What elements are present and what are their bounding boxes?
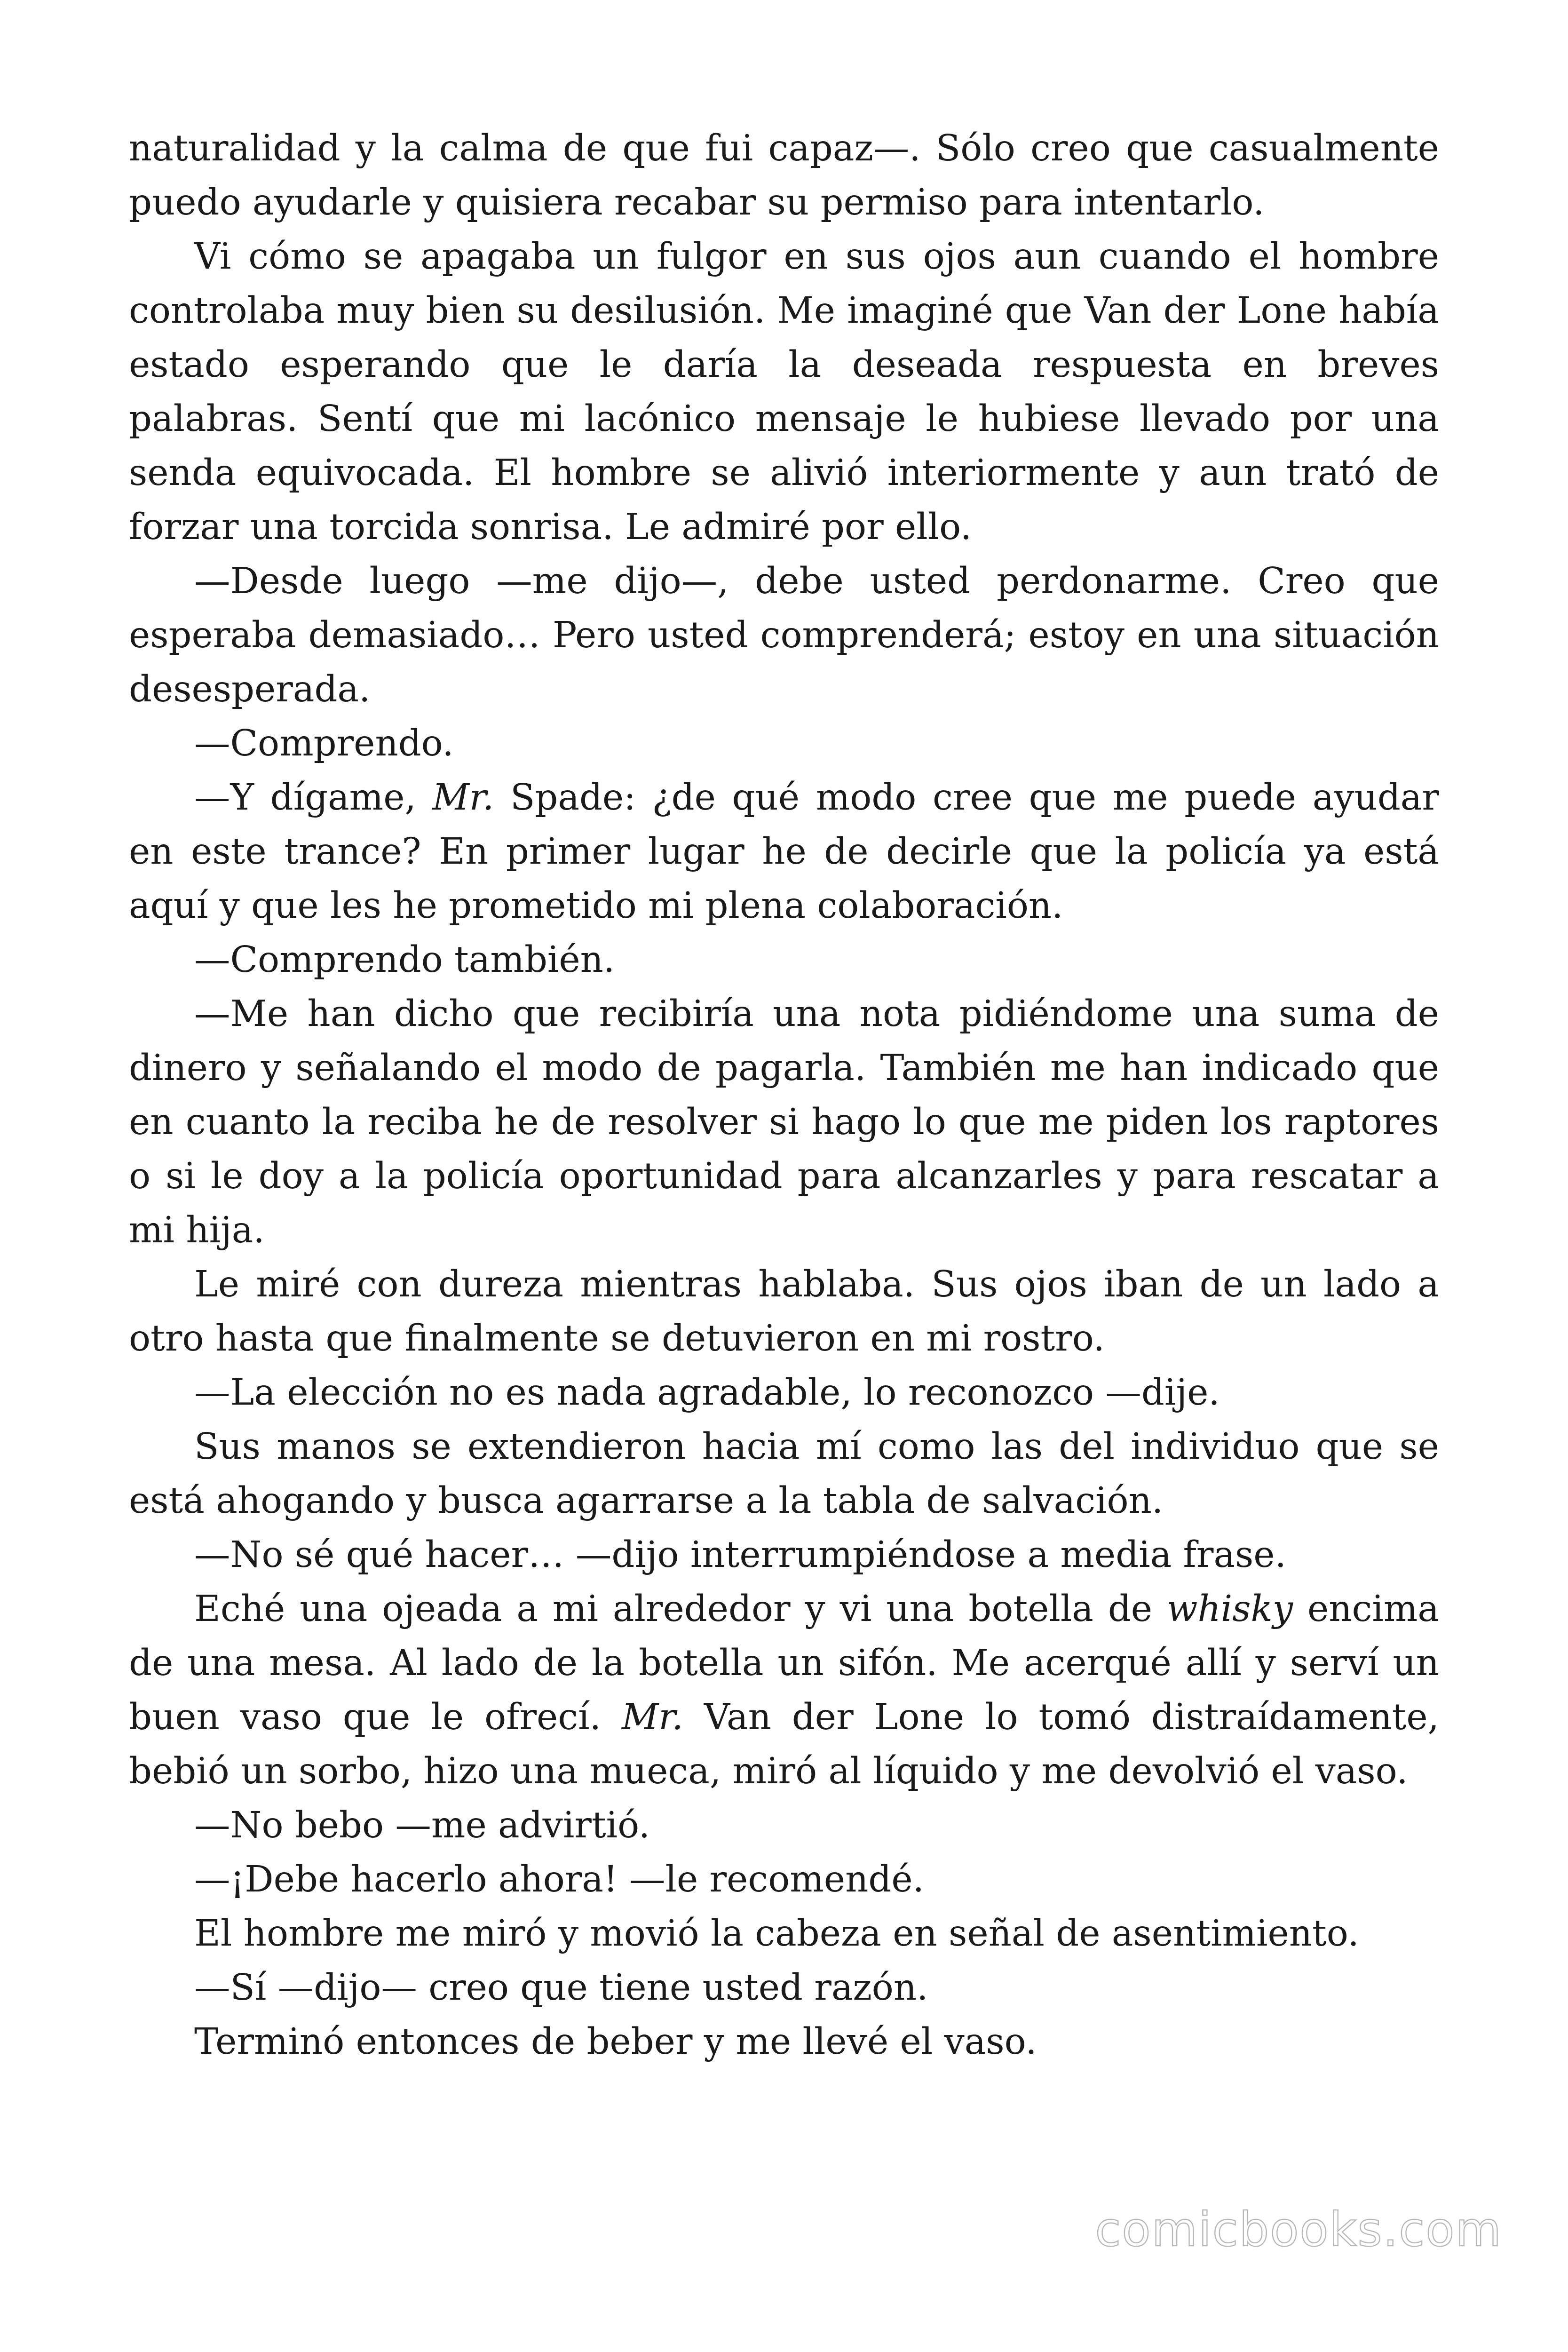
paragraph-14 — [129, 1852, 1439, 1907]
paragraph-text: —Me han dicho que recibiría una nota pidiéndome una suma de dinero y señalando el modo de pagarla. También me han indicado que en cuanto la reciba he de resolver si hago lo que me piden los raptores o si le doy a la policía oportunidad para alcanzarles y para rescatar a mi hija. — [129, 993, 1439, 1251]
paragraph-text: Vi cómo se apagaba un fulgor en sus ojos aun cuando el hombre controlaba muy bien su desilusión. Me imaginé que Van der Lone había estado esperando que le daría la deseada respuesta en breves palabras. Sentí que mi lacónico mensaje le hubiese llevado por una senda equivocada. El hombre se alivió interiormente y aun trató de forzar una torcida sonrisa. Le admiré por ello. — [129, 236, 1439, 548]
paragraph-text: Terminó entonces de beber y me llevé el vaso. — [194, 2021, 1037, 2063]
paragraph-text: —Y dígame, — [194, 777, 433, 818]
paragraph-13 — [129, 1798, 1439, 1852]
paragraph-17 — [129, 2015, 1439, 2069]
paragraph-text: Eché una ojeada a mi alrededor y vi una botella de — [194, 1588, 1167, 1630]
paragraph-text: Van der Lone lo tomó distraídamente, bebió un sorbo, hizo una mueca, miró al líquido y me devolvió el vaso. — [129, 1696, 1439, 1792]
paragraph-8 — [129, 1257, 1439, 1366]
paragraph-6 — [129, 933, 1439, 987]
paragraph-text: Spade: ¿de qué modo cree que me puede ayudar en este trance? En primer lugar he de decirle que la policía ya está aquí y que les he prometido mi plena colaboración. — [129, 777, 1439, 927]
paragraph-text: encima de una mesa. Al lado de la botella un sifón. Me acerqué allí y serví un buen vaso que le ofrecí. — [129, 1588, 1439, 1738]
paragraph-text: El hombre me miró y movió la cabeza en señal de asentimiento. — [194, 1913, 1359, 1955]
paragraph-text: Le miré con dureza mientras hablaba. Sus ojos iban de un lado a otro hasta que finalmente se detuvieron en mi rostro. — [129, 1263, 1439, 1359]
paragraph-1 — [129, 121, 1439, 230]
paragraph-text: —No sé qué hacer… —dijo interrumpiéndose a media frase. — [194, 1534, 1286, 1576]
paragraph-text: —Desde luego —me dijo—, debe usted perdonarme. Creo que esperaba demasiado… Pero usted comprenderá; estoy en una situación desesperada. — [129, 560, 1439, 710]
paragraph-italic-text: Mr. — [621, 1696, 683, 1738]
paragraph-text: —Comprendo también. — [194, 939, 615, 981]
watermark-text: comicbooks.com — [1095, 2202, 1502, 2257]
paragraph-16 — [129, 1961, 1439, 2015]
paragraph-7 — [129, 987, 1439, 1257]
paragraph-italic-text: whisky — [1167, 1588, 1293, 1630]
paragraph-5 — [129, 771, 1439, 933]
page-body-text — [129, 121, 1439, 2069]
paragraph-text: —¡Debe hacerlo ahora! —le recomendé. — [194, 1859, 924, 1900]
paragraph-12 — [129, 1582, 1439, 1798]
paragraph-10 — [129, 1420, 1439, 1528]
paragraph-text: —Comprendo. — [194, 723, 454, 764]
paragraph-3 — [129, 554, 1439, 716]
paragraph-text: —Sí —dijo— creo que tiene usted razón. — [194, 1967, 928, 2009]
paragraph-9 — [129, 1366, 1439, 1420]
paragraph-2 — [129, 230, 1439, 554]
paragraph-4 — [129, 716, 1439, 771]
paragraph-text: —La elección no es nada agradable, lo reconozco —dije. — [194, 1372, 1220, 1414]
paragraph-italic-text: Mr. — [432, 777, 494, 818]
paragraph-15 — [129, 1907, 1439, 1961]
paragraph-text: naturalidad y la calma de que fui capaz—. Sólo creo que casualmente puedo ayudarle y quisiera recabar su permiso para intentarlo. — [129, 127, 1439, 223]
paragraph-text: —No bebo —me advirtió. — [194, 1804, 650, 1846]
paragraph-text: Sus manos se extendieron hacia mí como las del individuo que se está ahogando y busca agarrarse a la tabla de salvación. — [129, 1426, 1439, 1522]
paragraph-11 — [129, 1528, 1439, 1582]
